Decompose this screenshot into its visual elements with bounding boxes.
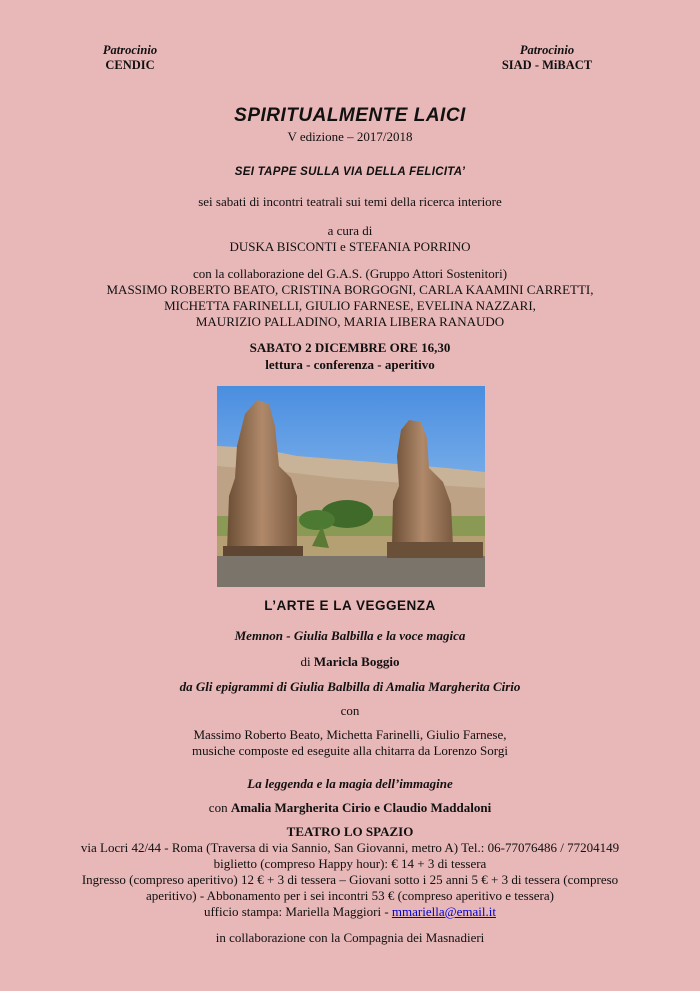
collaborators-line-2: MICHETTA FARINELLI, GIULIO FARNESE, EVELINA NAZZARI,: [164, 298, 536, 313]
footer-collaboration: in collaborazione con la Compagnia dei Masnadieri: [215, 930, 485, 945]
tagline: SEI TAPPE SULLA VIA DELLA FELICITA’: [234, 166, 466, 178]
show-subtitle: Memnon - Giulia Balbilla e la voce magica: [234, 628, 466, 643]
patronage-right: [492, 43, 602, 73]
show-title: L’ARTE E LA VEGGENZA: [264, 598, 436, 613]
collaborators-line-3: MAURIZIO PALLADINO, MARIA LIBERA RANAUDO: [195, 314, 505, 329]
patronage-left: [95, 43, 165, 73]
press-email-link[interactable]: mmariella@email.it: [391, 904, 496, 919]
ticket-line: biglietto (compreso Happy hour): € 14 + 3 di tessera: [213, 856, 487, 871]
author-name: Maricla Boggio: [313, 654, 400, 669]
patronage-left-name: CENDIC: [105, 58, 155, 72]
prices-line-1: Ingresso (compreso aperitivo) 12 € + 3 di tessera – Giovani sotto i 25 anni 5 € + 3 di tessera (compreso: [81, 872, 619, 887]
address: via Locri 42/44 - Roma (Traversa di via Sannio, San Giovanni, metro A) Tel.: 06-77076486 / 77204149: [80, 840, 620, 855]
curated-label: a cura di: [327, 223, 373, 238]
patronage-right-label: Patrocinio: [519, 43, 575, 57]
source: da Gli epigrammi di Giulia Balbilla di Amalia Margherita Cirio: [179, 679, 521, 694]
colossi-of-memnon-photo: [217, 386, 485, 587]
page-title: SPIRITUALMENTE LAICI: [234, 105, 466, 126]
author-line: [0, 654, 700, 670]
patronage-left-label: Patrocinio: [102, 43, 158, 57]
curators: DUSKA BISCONTI e STEFANIA PORRINO: [229, 239, 471, 254]
collaborators-line-1: MASSIMO ROBERTO BEATO, CRISTINA BORGOGNI, CARLA KAAMINI CARRETTI,: [106, 282, 594, 297]
event-date: SABATO 2 DICEMBRE ORE 16,30: [249, 340, 451, 355]
cast-con: con: [340, 703, 360, 718]
cast-line-2: musiche composte ed eseguite alla chitarra da Lorenzo Sorgi: [192, 743, 508, 758]
patronage-right-name: SIAD - MiBACT: [501, 58, 593, 72]
press-office: [0, 904, 700, 920]
author-prefix: di: [300, 654, 314, 669]
talk-speakers: Amalia Margherita Cirio e Claudio Maddaloni: [230, 800, 492, 815]
talk-title: La leggenda e la magia dell’immagine: [247, 776, 453, 791]
talk-prefix: con: [208, 800, 231, 815]
edition: V edizione – 2017/2018: [287, 129, 413, 144]
description: sei sabati di incontri teatrali sui temi della ricerca interiore: [198, 194, 502, 209]
press-prefix: ufficio stampa: Mariella Maggiori -: [204, 904, 392, 919]
cast-line-1: Massimo Roberto Beato, Michetta Farinelli, Giulio Farnese,: [193, 727, 507, 742]
prices-line-2: aperitivo) - Abbonamento per i sei incontri 53 € (compreso aperitivo e tessera): [146, 888, 554, 903]
collab-intro: con la collaborazione del G.A.S. (Gruppo Attori Sostenitori): [192, 266, 508, 281]
talk-line: [0, 800, 700, 816]
event-format: lettura - conferenza - aperitivo: [265, 357, 435, 372]
venue: TEATRO LO SPAZIO: [286, 824, 414, 839]
